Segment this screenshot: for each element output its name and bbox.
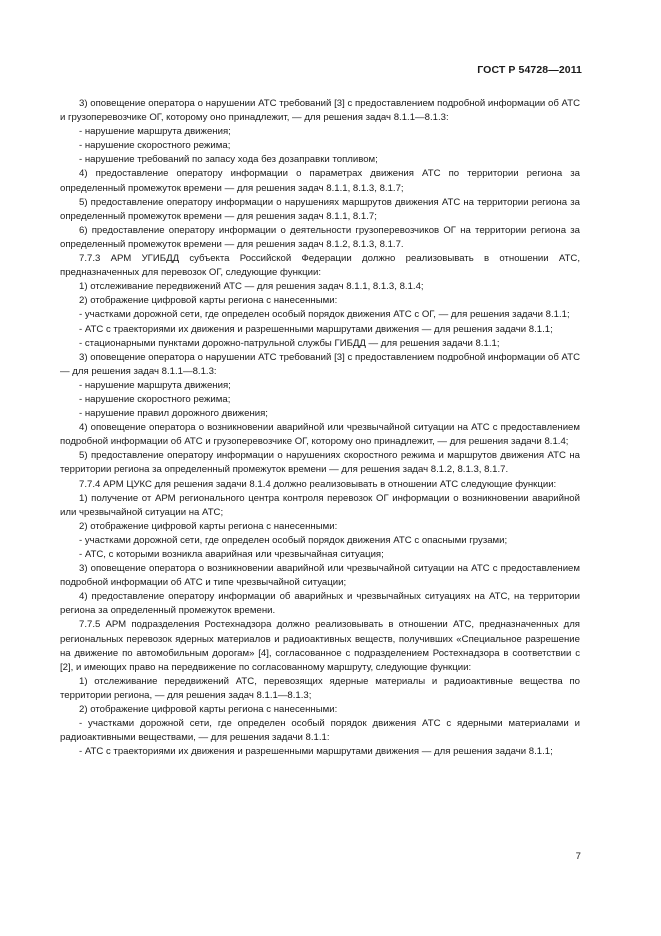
section-7-7-5: 7.7.5 АРМ подразделения Ростехнадзора должно реализовывать в отношении АТС, предназначенных для региональных перевозок ядерных материалов и радиоактивных веществ, получивших «Специальное разрешение на движение по автомобильным дорогам» [4], согласованное с подразделением Ростехнадзора в соответствии с [2], и имеющих право на передвижение по согласованному маршруту, следующие функции: bbox=[60, 619, 580, 673]
list-item: 2) отображение цифровой карты региона с нанесенными: bbox=[79, 295, 338, 307]
list-item: - стационарными пунктами дорожно-патрульной службы ГИБДД — для решения задачи 8.1.1; bbox=[79, 337, 500, 349]
paragraph: 4) оповещение оператора о возникновении аварийной или чрезвычайной ситуации на АТС с предоставлением подробной информации об АТС и грузоперевозчике ОГ, которому оно принадлежит, — для решения задачи 8.1.4; bbox=[60, 422, 580, 448]
section-7-7-3: 7.7.3 АРМ УГИБДД субъекта Российской Федерации должно реализовывать в отношении АТС, предназначенных для перевозок ОГ, следующие функции: bbox=[60, 253, 580, 279]
list-item: 2) отображение цифровой карты региона с нанесенными: bbox=[79, 520, 338, 532]
paragraph: 4) предоставление оператору информации об аварийных и чрезвычайных ситуациях на АТС, на территории региона за определенный промежуток времени. bbox=[60, 591, 580, 617]
list-item: - нарушение маршрута движения; bbox=[79, 126, 231, 138]
list-item: 1) отслеживание передвижений АТС — для решения задач 8.1.1, 8.1.3, 8.1.4; bbox=[79, 281, 424, 293]
section-7-7-4: 7.7.4 АРМ ЦУКС для решения задачи 8.1.4 должно реализовывать в отношении АТС следующие функции: bbox=[79, 478, 557, 490]
page-number: 7 bbox=[575, 851, 581, 862]
list-item: - нарушение скоростного режима; bbox=[79, 393, 231, 405]
paragraph: 3) оповещение оператора о возникновении аварийной или чрезвычайной ситуации на АТС с предоставлением подробной информации об АТС и типе чрезвычайной ситуации; bbox=[60, 563, 580, 589]
list-item: - АТС с траекториями их движения и разрешенными маршрутами движения — для решения задачи 8.1.1; bbox=[79, 746, 553, 758]
list-item: - участками дорожной сети, где определен особый порядок движения АТС с ядерными материалами и радиоактивными веществами, — для решения задачи 8.1.1: bbox=[60, 718, 580, 744]
list-item: - нарушение требований по запасу хода без дозаправки топливом; bbox=[79, 154, 378, 166]
paragraph: 5) предоставление оператору информации о нарушениях маршрутов движения АТС на территории региона за определенный промежуток времени — для решения задач 8.1.1, 8.1.7; bbox=[60, 196, 580, 222]
paragraph: 3) оповещение оператора о нарушении АТС требований [3] с предоставлением подробной информации об АТС — для решения задач 8.1.1—8.1.3: bbox=[60, 351, 580, 377]
paragraph: 1) отслеживание передвижений АТС, перевозящих ядерные материалы и радиоактивные вещества по территории региона, — для решения задач 8.1.1—8.1.3; bbox=[60, 675, 580, 701]
list-item: - нарушение маршрута движения; bbox=[79, 379, 231, 391]
paragraph: 1) получение от АРМ регионального центра контроля перевозок ОГ информации о возникновении аварийной или чрезвычайной ситуации на АТС; bbox=[60, 492, 580, 518]
list-item: - нарушение скоростного режима; bbox=[79, 140, 231, 152]
list-item: 2) отображение цифровой карты региона с нанесенными: bbox=[79, 704, 338, 716]
list-item: - АТС, с которыми возникла аварийная или чрезвычайная ситуация; bbox=[79, 549, 384, 560]
paragraph: 3) оповещение оператора о нарушении АТС требований [3] с предоставлением подробной информации об АТС и грузоперевозчике ОГ, которому оно принадлежит, — для решения задач 8.1.1—8.1.3: bbox=[60, 98, 580, 124]
list-item: - нарушение правил дорожного движения; bbox=[79, 408, 268, 420]
body-text bbox=[60, 97, 580, 759]
paragraph: 4) предоставление оператору информации о параметрах движения АТС по территории региона за определенный промежуток времени — для решения задач 8.1.1, 8.1.3, 8.1.7; bbox=[60, 168, 580, 194]
paragraph: 6) предоставление оператору информации о деятельности грузоперевозчиков ОГ на территории региона за определенный промежуток времени — для решения задач 8.1.2, 8.1.3, 8.1.7. bbox=[60, 224, 580, 250]
standard-code-header: ГОСТ Р 54728—2011 bbox=[477, 64, 582, 76]
paragraph: 5) предоставление оператору информации о нарушениях скоростного режима и маршрутов движения АТС на территории региона за определенный промежуток времени — для решения задач 8.1.2, 8.1.3, 8.1.7. bbox=[60, 450, 580, 476]
list-item: - участками дорожной сети, где определен особый порядок движения АТС с ОГ, — для решения задачи 8.1.1; bbox=[79, 309, 570, 321]
list-item: - участками дорожной сети, где определен особый порядок движения АТС с опасными грузами; bbox=[79, 534, 508, 546]
list-item: - АТС с траекториями их движения и разрешенными маршрутами движения — для решения задачи 8.1.1; bbox=[79, 323, 553, 335]
